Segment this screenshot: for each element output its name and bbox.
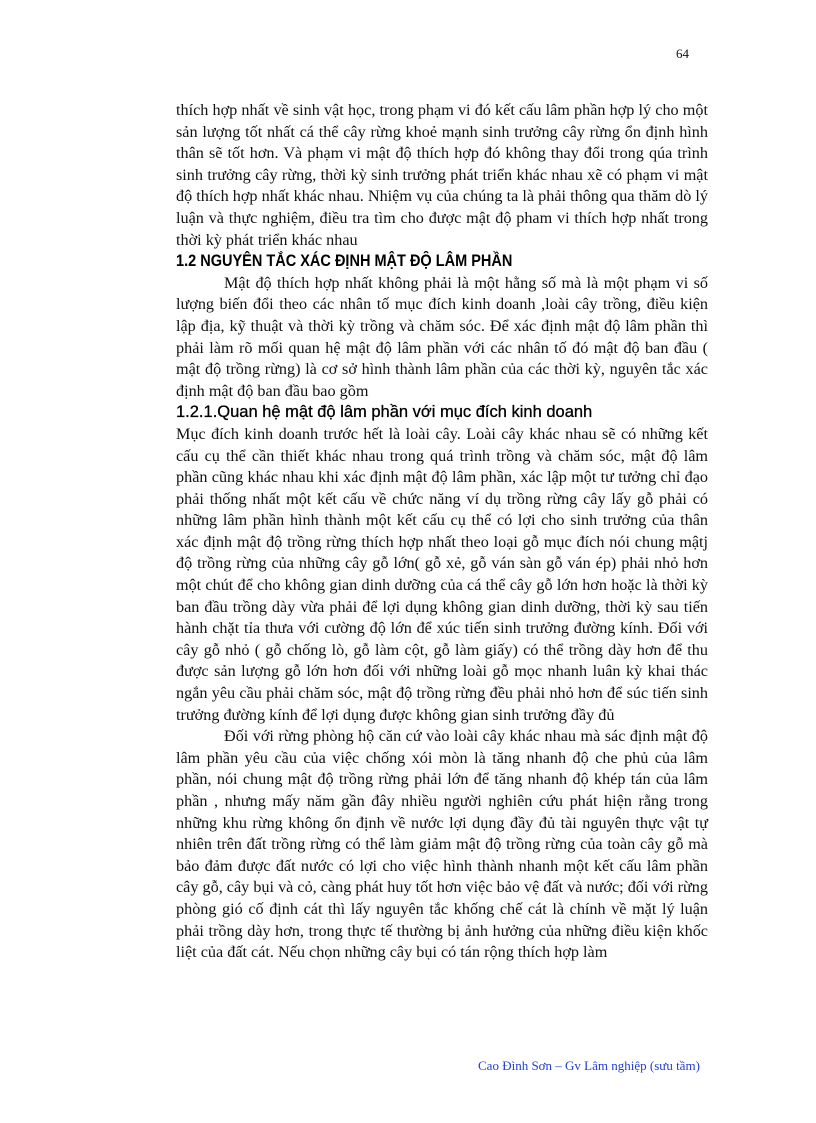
paragraph-intro: thích hợp nhất về sinh vật học, trong phạm vi đó kết cấu lâm phần hợp lý cho một sản lượng tốt nhất cá thể cây rừng khoẻ mạnh sinh trưởng cây rừng ổn định hình thân sẽ tốt hơn. Và phạm vi mật độ thích hợp đó không thay đổi trong qúa trình sinh trưởng cây rừng, thời kỳ sinh trưởng phát triển khác nhau xẽ có phạm vi mật độ thích hợp nhất khác nhau. Nhiệm vụ của chúng ta là phải thông qua thăm dò lý luận và thực nghiệm, điều tra tìm cho được mật độ pham vi thích hợp nhất trong thời kỳ phát triển khác nhau [176,101,708,249]
paragraph-principles: Mật độ thích hợp nhất không phải là một hằng số mà là một phạm vi số lượng biến đổi theo các nhân tố mục đích kinh doanh ,loài cây trồng, điều kiện lập địa, kỹ thuật và thời kỳ trồng và chăm sóc. Để xác định mật độ lâm phần thì phải làm rõ mối quan hệ mật độ lâm phần với các nhân tố đó mật độ ban đầu ( mật độ trồng rừng) là cơ sở hình thành lâm phần của các thời kỳ, nguyên tắc xác định mật độ ban đầu bao gồm [176,273,708,400]
section-heading-1-2: 1.2 NGUYÊN TẮC XÁC ĐỊNH MẬT ĐỘ LÂM PHẦN [176,252,513,271]
section-heading-1-2-1: 1.2.1.Quan hệ mật độ lâm phần với mục đích kinh doanh [176,403,593,422]
page-number: 64 [676,46,689,61]
paragraph-protection-forest: Đối với rừng phòng hộ căn cứ vào loài cây khác nhau mà sác định mật độ lâm phần yêu cầu của việc chống xói mòn là tăng nhanh độ che phủ của lâm phần, nói chung mật độ trồng rừng phải lớn để tăng nhanh độ khép tán của lâm phần , nhưng mấy năm gần đây nhiều người nghiên cứu phát hiện rằng trong những khu rừng không ổn định về nước lợi dụng đầy đủ tài nguyên thực vật tự nhiên trên đất trồng rừng có thể làm giảm mật độ trồng rừng của toàn cây gỗ mà bảo đảm được đất nước có lợi cho việc hình thành nhanh một kết cấu lâm phần cây gỗ, cây bụi và cỏ, càng phát huy tốt hơn việc bảo vệ đất và nước; đối với rừng phòng gió cố định cát thì lấy nguyên tắc khống chế cát là chính về mặt lý luận phải trồng dày hơn, trong thực tế thường bị ảnh hưởng của những điều kiện khốc liệt của đất cát. Nếu chọn những cây bụi có tán rộng thích hợp làm [176,727,708,962]
page-body [176,100,708,964]
page-footer: Cao Đình Sơn – Gv Lâm nghiệp (sưu tầm) [478,1058,700,1073]
paragraph-business-purpose: Mục đích kinh doanh trước hết là loài cây. Loài cây khác nhau sẽ có những kết cấu cụ thể cần thiết khác nhau trong quá trình trồng và chăm sóc, mật độ lâm phần cũng khác nhau khi xác định mật độ lâm phần, xác lập một tư tưởng chỉ đạo phải thống nhất một kết cấu về chức năng ví dụ trồng rừng cây lấy gỗ phải có những lâm phần hình thành một kết cấu cụ thể có lợi cho sinh trưởng của thân xác định mật độ trồng rừng thích hợp nhất theo loại gỗ mục đích nói chung mậtj độ trồng rừng của những cây gỗ lớn( gỗ xẻ, gỗ ván sàn gỗ ván ép) phải nhỏ hơn một chút để cho không gian dinh dưỡng của cá thể cây gỗ lớn hơn hoặc là thời kỳ ban đầu trồng dày vừa phải để lợi dụng không gian dinh dưỡng, thời kỳ sau tiến hành chặt tỉa thưa với cường độ lớn để xúc tiến sinh trưởng đường kính. Đối với cây gỗ nhỏ ( gỗ chống lò, gỗ làm cột, gỗ làm giấy) có thể trồng dày hơn để thu được sản lượng gỗ lớn hơn đối với những loài gỗ mọc nhanh luân kỳ khai thác ngắn yêu cầu phải chăm sóc, mật độ trồng rừng đều phải nhỏ hơn để súc tiến sinh trưởng đường kính để lợi dụng được không gian sinh trưởng đầy đủ [176,424,708,724]
